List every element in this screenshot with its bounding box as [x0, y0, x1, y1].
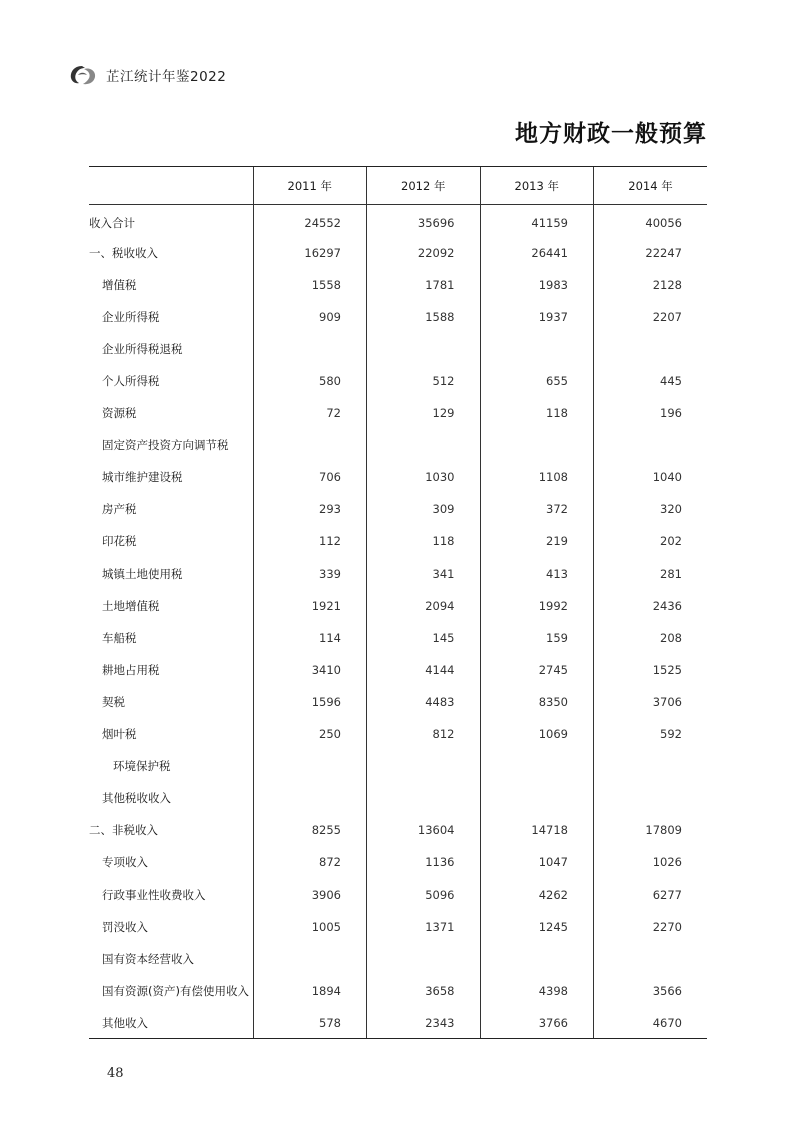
row-value: 1588 [367, 301, 481, 333]
row-label: 二、非税收入 [89, 823, 158, 838]
row-value: 8255 [253, 814, 367, 846]
row-value: 112 [253, 525, 367, 557]
row-value: 872 [253, 846, 367, 878]
row-value: 1525 [594, 654, 708, 686]
row-value: 1026 [594, 846, 708, 878]
budget-table [89, 166, 707, 1039]
row-value: 1108 [480, 461, 594, 493]
table-row [89, 269, 707, 301]
row-value: 3766 [480, 1007, 594, 1039]
table-header [89, 167, 707, 205]
row-label: 契税 [102, 694, 125, 709]
row-value [367, 943, 481, 975]
row-value [253, 429, 367, 461]
row-label: 耕地占用税 [102, 662, 160, 677]
row-value: 413 [480, 558, 594, 590]
row-label: 收入合计 [89, 216, 135, 231]
row-label: 增值税 [102, 277, 137, 292]
row-value: 512 [367, 365, 481, 397]
header-row [89, 167, 707, 205]
row-value: 4398 [480, 975, 594, 1007]
table-body [89, 205, 707, 1039]
row-label: 其他税收收入 [102, 791, 171, 806]
row-value: 2436 [594, 590, 708, 622]
row-label: 罚没收入 [102, 919, 148, 934]
row-value: 2207 [594, 301, 708, 333]
table-row [89, 397, 707, 429]
table-row [89, 975, 707, 1007]
row-value [253, 333, 367, 365]
column-header-2014: 2014 年 [594, 167, 708, 205]
table-row [89, 558, 707, 590]
table-row [89, 237, 707, 269]
row-value: 320 [594, 493, 708, 525]
table-row [89, 622, 707, 654]
row-value: 5096 [367, 878, 481, 910]
row-value: 1558 [253, 269, 367, 301]
row-value: 1596 [253, 686, 367, 718]
column-header-2013: 2013 年 [480, 167, 594, 205]
row-value: 118 [367, 525, 481, 557]
row-value [480, 429, 594, 461]
row-value: 1983 [480, 269, 594, 301]
row-value: 1937 [480, 301, 594, 333]
row-label: 其他收入 [89, 1007, 253, 1039]
row-value: 4262 [480, 878, 594, 910]
table-row [89, 878, 707, 910]
table-row [89, 333, 707, 365]
row-value: 1894 [253, 975, 367, 1007]
table-row [89, 750, 707, 782]
row-value: 1781 [367, 269, 481, 301]
row-value: 41159 [480, 205, 594, 237]
row-value: 309 [367, 493, 481, 525]
row-label: 国有资本经营收入 [102, 951, 194, 966]
row-value: 16297 [253, 237, 367, 269]
book-title: 芷江统计年鉴2022 [106, 69, 227, 85]
row-value: 339 [253, 558, 367, 590]
row-value: 2128 [594, 269, 708, 301]
row-value [253, 750, 367, 782]
table-row [89, 846, 707, 878]
table-row [89, 943, 707, 975]
table-row [89, 301, 707, 333]
row-label: 印花税 [102, 534, 137, 549]
table-row [89, 525, 707, 557]
row-value: 3706 [594, 686, 708, 718]
row-value [367, 333, 481, 365]
row-value: 580 [253, 365, 367, 397]
row-value [480, 782, 594, 814]
row-value: 1047 [480, 846, 594, 878]
row-value: 3658 [367, 975, 481, 1007]
page-title: 地方财政一般预算 [515, 120, 707, 147]
row-value [594, 782, 708, 814]
column-header-item [89, 167, 253, 205]
row-label: 企业所得税退税 [102, 341, 183, 356]
row-value: 1921 [253, 590, 367, 622]
row-value: 1030 [367, 461, 481, 493]
row-value: 2270 [594, 911, 708, 943]
row-value: 8350 [480, 686, 594, 718]
row-value: 2094 [367, 590, 481, 622]
table-row [89, 718, 707, 750]
row-value: 293 [253, 493, 367, 525]
row-value: 202 [594, 525, 708, 557]
row-value [367, 429, 481, 461]
row-label: 专项收入 [102, 855, 148, 870]
row-value: 3906 [253, 878, 367, 910]
row-value [367, 782, 481, 814]
table-row [89, 654, 707, 686]
row-value: 13604 [367, 814, 481, 846]
row-label: 土地增值税 [102, 598, 160, 613]
row-value: 4670 [594, 1007, 708, 1039]
row-value [367, 750, 481, 782]
row-value [480, 750, 594, 782]
row-value: 3410 [253, 654, 367, 686]
column-header-2012: 2012 年 [367, 167, 481, 205]
row-value: 196 [594, 397, 708, 429]
row-label: 企业所得税 [102, 309, 160, 324]
table-row [89, 590, 707, 622]
table-row [89, 814, 707, 846]
row-value: 219 [480, 525, 594, 557]
row-value [253, 943, 367, 975]
row-value: 341 [367, 558, 481, 590]
table-row [89, 205, 707, 237]
table-row [89, 686, 707, 718]
row-value: 14718 [480, 814, 594, 846]
row-value: 208 [594, 622, 708, 654]
row-value: 578 [253, 1007, 367, 1039]
row-value: 250 [253, 718, 367, 750]
row-label: 行政事业性收费收入 [102, 887, 206, 902]
row-value: 2343 [367, 1007, 481, 1039]
row-label: 一、税收收入 [89, 245, 158, 260]
row-value: 40056 [594, 205, 708, 237]
row-label: 个人所得税 [102, 374, 160, 389]
row-label: 房产税 [102, 502, 137, 517]
yearbook-logo-icon [68, 63, 98, 87]
row-value: 35696 [367, 205, 481, 237]
row-value: 22092 [367, 237, 481, 269]
table-row [89, 365, 707, 397]
row-value [594, 429, 708, 461]
row-value: 22247 [594, 237, 708, 269]
row-label: 固定资产投资方向调节税 [102, 438, 229, 453]
table-row [89, 493, 707, 525]
table-row [89, 782, 707, 814]
row-value: 1245 [480, 911, 594, 943]
row-value: 4144 [367, 654, 481, 686]
row-label: 国有资源(资产)有偿使用收入 [102, 983, 249, 998]
row-label: 城镇土地使用税 [102, 566, 183, 581]
row-value: 72 [253, 397, 367, 429]
row-value [594, 333, 708, 365]
row-value: 159 [480, 622, 594, 654]
row-value [253, 782, 367, 814]
row-value: 1069 [480, 718, 594, 750]
row-value: 1136 [367, 846, 481, 878]
row-value [594, 750, 708, 782]
page-number: 48 [107, 1066, 124, 1081]
column-header-2011: 2011 年 [253, 167, 367, 205]
row-value [594, 943, 708, 975]
row-value: 281 [594, 558, 708, 590]
table-row [89, 911, 707, 943]
row-value: 118 [480, 397, 594, 429]
table-row [89, 1007, 707, 1039]
row-value: 655 [480, 365, 594, 397]
page-header [68, 62, 226, 88]
row-value [480, 943, 594, 975]
row-value: 372 [480, 493, 594, 525]
row-value: 17809 [594, 814, 708, 846]
row-value: 145 [367, 622, 481, 654]
row-label: 环境保护税 [113, 759, 171, 774]
row-value: 26441 [480, 237, 594, 269]
row-label: 资源税 [102, 406, 137, 421]
row-value: 129 [367, 397, 481, 429]
row-value: 24552 [253, 205, 367, 237]
row-value: 909 [253, 301, 367, 333]
row-value [480, 333, 594, 365]
row-value: 2745 [480, 654, 594, 686]
row-value: 3566 [594, 975, 708, 1007]
row-value: 592 [594, 718, 708, 750]
row-label: 车船税 [102, 630, 137, 645]
row-value: 1992 [480, 590, 594, 622]
row-value: 6277 [594, 878, 708, 910]
row-value: 1005 [253, 911, 367, 943]
row-value: 114 [253, 622, 367, 654]
row-value: 706 [253, 461, 367, 493]
row-value: 445 [594, 365, 708, 397]
row-value: 4483 [367, 686, 481, 718]
row-label: 城市维护建设税 [102, 470, 183, 485]
row-label: 烟叶税 [102, 727, 137, 742]
row-value: 812 [367, 718, 481, 750]
table-row [89, 461, 707, 493]
row-value: 1040 [594, 461, 708, 493]
row-value: 1371 [367, 911, 481, 943]
table-row [89, 429, 707, 461]
